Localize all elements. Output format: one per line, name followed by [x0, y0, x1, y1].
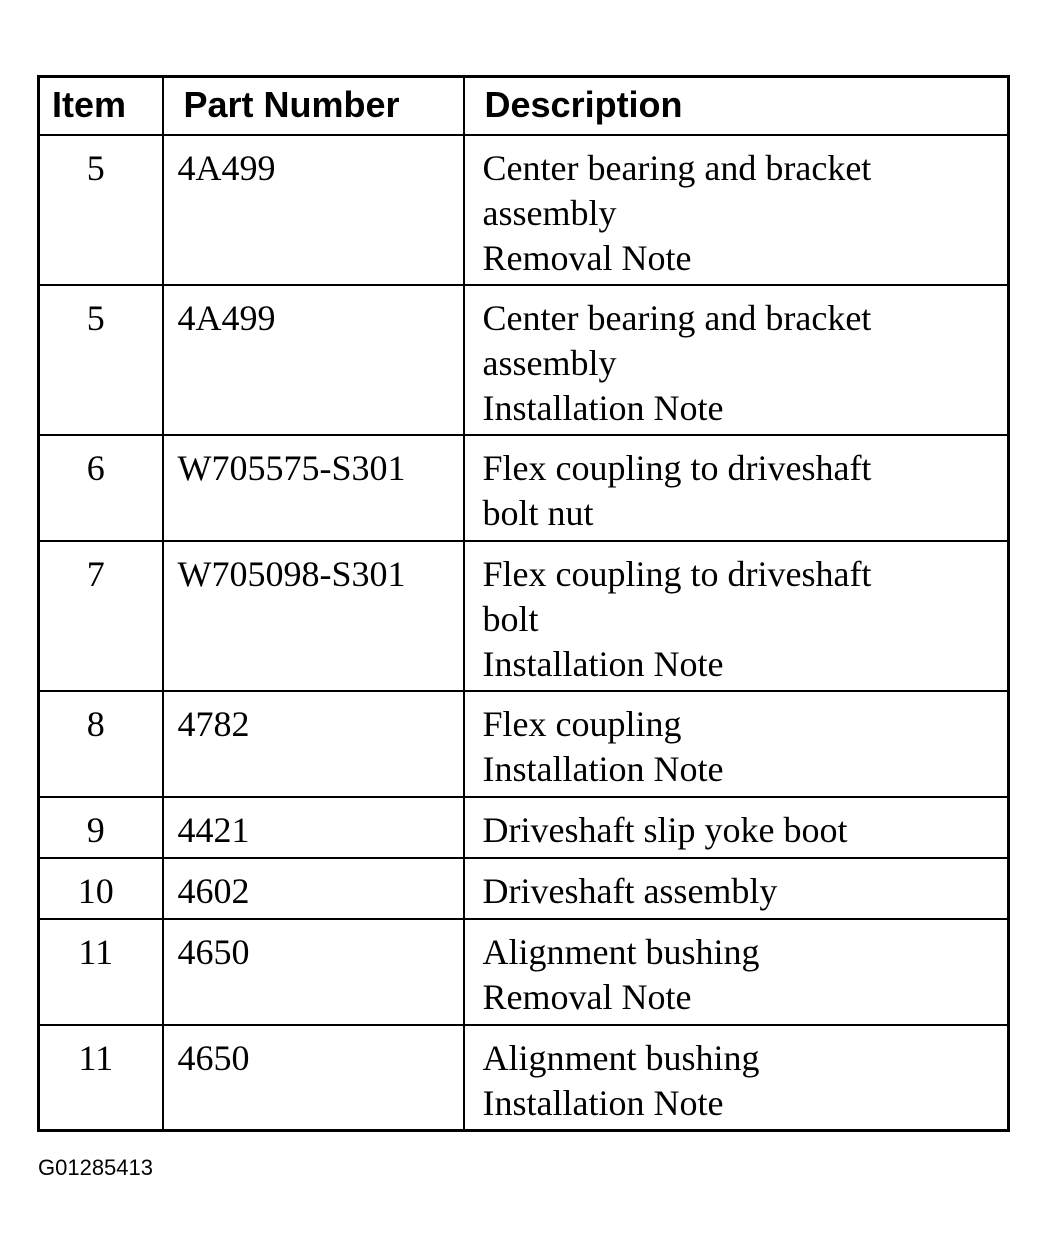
description-line: Center bearing and bracket	[482, 297, 872, 338]
table-row	[39, 435, 1009, 541]
description-line: Installation Note	[482, 387, 724, 428]
cell-item: 9	[39, 797, 163, 858]
description-line: Flex coupling to driveshaft	[482, 553, 872, 594]
parts-table	[37, 75, 1010, 1132]
cell-description	[464, 285, 1009, 435]
cell-description	[464, 541, 1009, 691]
header-part-number: Part Number	[163, 77, 464, 135]
description-line: Installation Note	[482, 748, 724, 789]
cell-description	[464, 135, 1009, 285]
cell-part-number: 4650	[163, 919, 464, 1025]
table-row	[39, 135, 1009, 285]
description-line: bolt nut	[482, 492, 594, 533]
description-line: Center bearing and bracket	[482, 147, 872, 188]
cell-description	[464, 858, 1009, 919]
description-line: Alignment bushing	[482, 1037, 760, 1078]
cell-item: 7	[39, 541, 163, 691]
header-item: Item	[39, 77, 163, 135]
cell-item: 10	[39, 858, 163, 919]
description-line: Alignment bushing	[482, 931, 760, 972]
table-body	[39, 135, 1009, 1131]
table-row	[39, 858, 1009, 919]
cell-item: 5	[39, 135, 163, 285]
description-line: Flex coupling	[482, 703, 682, 744]
cell-description	[464, 435, 1009, 541]
cell-part-number: 4A499	[163, 135, 464, 285]
header-description: Description	[464, 77, 1009, 135]
cell-part-number: W705098-S301	[163, 541, 464, 691]
table-row	[39, 919, 1009, 1025]
description-line: Driveshaft slip yoke boot	[482, 809, 848, 850]
cell-part-number: 4602	[163, 858, 464, 919]
description-line: assembly	[482, 192, 617, 233]
description-line: assembly	[482, 342, 617, 383]
cell-part-number: 4782	[163, 691, 464, 797]
cell-description	[464, 691, 1009, 797]
cell-part-number: 4421	[163, 797, 464, 858]
cell-item: 6	[39, 435, 163, 541]
table-row	[39, 541, 1009, 691]
description-line: bolt	[482, 598, 539, 639]
description-line: Installation Note	[482, 643, 724, 684]
description-line: Removal Note	[482, 237, 692, 278]
cell-item: 8	[39, 691, 163, 797]
cell-item: 11	[39, 919, 163, 1025]
cell-item: 11	[39, 1025, 163, 1131]
description-line: Flex coupling to driveshaft	[482, 447, 872, 488]
cell-part-number: 4A499	[163, 285, 464, 435]
description-line: Removal Note	[482, 976, 692, 1017]
table-row	[39, 797, 1009, 858]
description-line: Driveshaft assembly	[482, 870, 778, 911]
header-row	[39, 77, 1009, 135]
table-row	[39, 285, 1009, 435]
description-line: Installation Note	[482, 1082, 724, 1123]
table-row	[39, 691, 1009, 797]
cell-part-number: 4650	[163, 1025, 464, 1131]
cell-part-number: W705575-S301	[163, 435, 464, 541]
cell-description	[464, 1025, 1009, 1131]
figure-id: G01285413	[38, 1155, 153, 1180]
cell-description	[464, 919, 1009, 1025]
cell-description	[464, 797, 1009, 858]
table-row	[39, 1025, 1009, 1131]
cell-item: 5	[39, 285, 163, 435]
